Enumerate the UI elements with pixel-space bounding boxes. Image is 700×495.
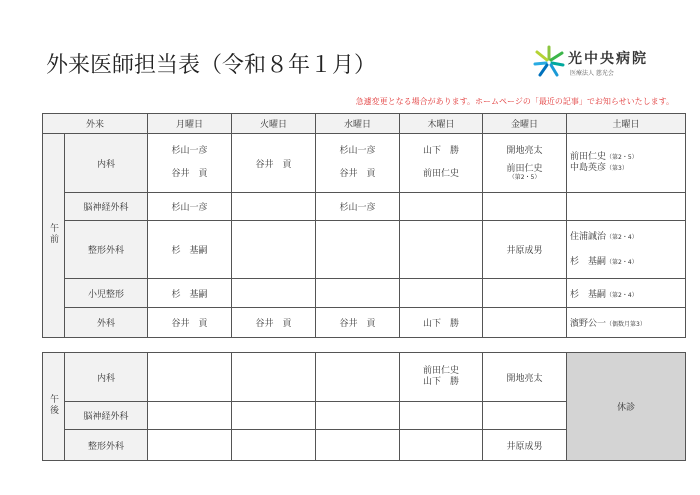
cell [483,279,567,308]
am-schedule-table [42,113,686,338]
sat-closed-cell: 休診 [567,353,686,461]
dept-cell: 小児整形 [65,279,148,308]
dept-cell: 外科 [65,308,148,338]
header-tue: 火曜日 [232,114,316,134]
cell [567,308,686,338]
table-row [43,353,686,402]
cell [400,193,483,221]
doctor: 谷井 貢 [339,169,376,179]
cell: 杉山一彦 [148,193,232,221]
dept-cell: 内科 [65,353,148,402]
am-label-cell [43,134,65,338]
dept-cell: 脳神経外科 [65,193,148,221]
cell [232,193,316,221]
cell [316,134,400,193]
dept-cell: 整形外科 [65,221,148,279]
cell [567,221,686,279]
cell [400,402,483,430]
header-outpatient: 外来 [43,114,148,134]
doctor: 前田仁史 [506,164,543,174]
notice-text: 急遽変更となる場合があります。ホームページの「最近の記事」でお知らせいたします。 [355,97,674,106]
dept-cell: 内科 [65,134,148,193]
dept-cell: 脳神経外科 [65,402,148,430]
cell: 谷井 貢 [316,308,400,338]
cell [567,193,686,221]
cell [483,134,567,193]
cell [400,221,483,279]
doctor: 前田仁史 [422,366,459,376]
note: （第2・4） [606,258,638,266]
cell [400,430,483,461]
table-row [43,193,686,221]
doctor: 杉山一彦 [171,146,208,156]
doctor: 住浦誠治 [570,231,607,242]
cell: 井原成男 [483,430,567,461]
cell: 杉 基嗣 [148,221,232,279]
cell: 山下 勝 [400,308,483,338]
cell [232,221,316,279]
logo-subtitle: 医療法人 慈光会 [570,70,614,77]
cell [400,134,483,193]
cell [567,279,686,308]
table-row [43,134,686,193]
table-row [43,279,686,308]
cell: 杉 基嗣 [148,279,232,308]
table-row [43,308,686,338]
cell [483,193,567,221]
cell [316,430,400,461]
doctor: 山下 勝 [423,146,460,156]
header-mon: 月曜日 [148,114,232,134]
cell: 杉山一彦 [316,193,400,221]
cell [148,402,232,430]
doctor: 杉 基嗣 [570,289,607,300]
cell [232,279,316,308]
header-thu: 木曜日 [400,114,483,134]
header-row [43,114,686,134]
cell: 谷井 貢 [232,134,316,193]
pm-label: 午後 [48,394,58,416]
cell [232,430,316,461]
doctor: 杉 基嗣 [570,256,607,267]
doctor: 杉山一彦 [339,146,376,156]
cell [400,279,483,308]
cell [316,279,400,308]
doctor: 濱野公一 [570,319,607,329]
cell [567,134,686,193]
doctor: 山下 勝 [422,377,459,387]
note: （第2・5） [606,154,638,161]
cell [148,353,232,402]
cell [148,134,232,193]
cell: 谷井 貢 [148,308,232,338]
note: （偶数月第3） [606,321,646,328]
cell [232,402,316,430]
page-title: 外来医師担当表（令和８年１月） [46,53,377,78]
cell [483,402,567,430]
hospital-logo [532,44,682,80]
pm-label-cell [43,353,65,461]
logo-star-icon [532,44,566,78]
cell [148,430,232,461]
doctor: 中島英彦 [570,163,607,173]
note: （第2・5） [508,174,541,181]
doctor: 前田仁史 [570,152,607,162]
header-sat: 土曜日 [567,114,686,134]
cell: 井原成男 [483,221,567,279]
logo-name: 光中央病院 [568,51,648,67]
dept-cell: 整形外科 [65,430,148,461]
cell [316,402,400,430]
pm-schedule-table [42,352,686,461]
cell [483,308,567,338]
doctor: 前田仁史 [423,169,460,179]
cell: 谷井 貢 [232,308,316,338]
cell [400,353,483,402]
header-fri: 金曜日 [483,114,567,134]
am-label: 午前 [48,223,58,245]
cell: 開地亮太 [483,353,567,402]
note: （第2・4） [606,291,638,299]
doctor: 谷井 貢 [171,169,208,179]
cell [316,221,400,279]
cell [232,353,316,402]
header-wed: 水曜日 [316,114,400,134]
note: （第3） [606,165,628,172]
table-row [43,221,686,279]
cell [316,353,400,402]
doctor: 開地亮太 [506,146,543,156]
note: （第2・4） [606,233,638,241]
